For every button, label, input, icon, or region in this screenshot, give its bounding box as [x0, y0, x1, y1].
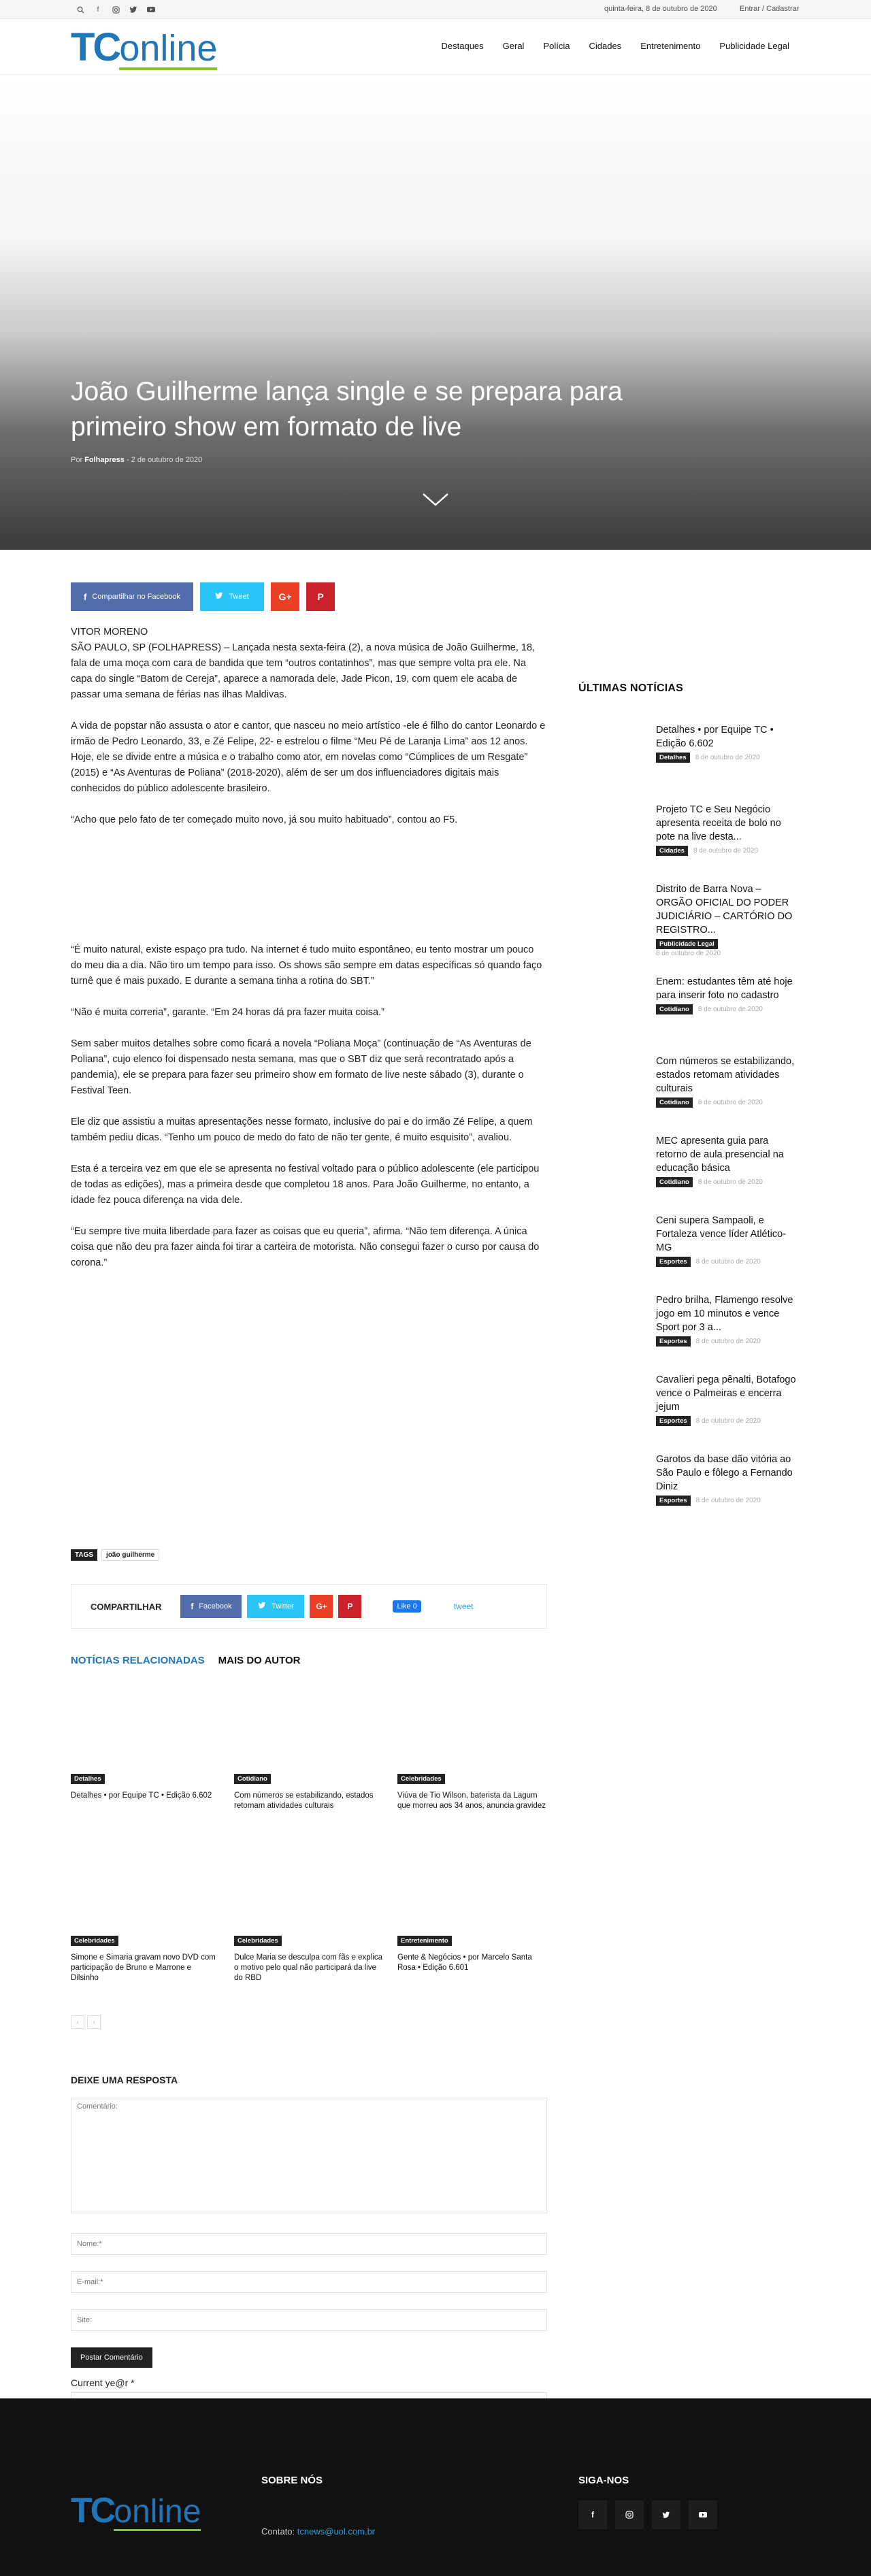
ad-space [71, 844, 547, 942]
pager-next-button[interactable]: › [87, 2015, 101, 2029]
logo-tc: TC [71, 25, 120, 69]
related-news-grid [71, 1683, 547, 2007]
pager-prev-button[interactable]: ‹ [71, 2015, 84, 2029]
sidebar-news-item[interactable] [578, 803, 803, 882]
news-title[interactable]: Cavalieri pega pênalti, Botafogo vence o Palmeiras e encerra jejum [656, 1374, 796, 1413]
category-badge[interactable]: Cotidiano [656, 1097, 693, 1108]
facebook-icon: f [191, 1602, 194, 1611]
category-badge[interactable]: Celebridades [234, 1936, 282, 1946]
share-twitter-button[interactable] [200, 582, 264, 611]
site-field[interactable] [71, 2309, 547, 2331]
related-thumbnail[interactable] [71, 1683, 220, 1785]
related-thumbnail[interactable] [397, 1683, 547, 1785]
instagram-icon[interactable] [615, 2500, 644, 2529]
comment-textarea[interactable] [71, 2098, 547, 2213]
share-label: COMPARTILHAR [91, 1601, 162, 1612]
news-date: 8 de outubro de 2020 [656, 950, 721, 957]
news-thumbnail[interactable] [578, 723, 656, 780]
related-title[interactable]: Detalhes • por Equipe TC • Edição 6.602 [71, 1791, 212, 1800]
search-icon[interactable] [75, 4, 86, 15]
related-title[interactable]: Gente & Negócios • por Marcelo Santa Rosa • Edição 6.601 [397, 1953, 532, 1972]
related-card[interactable] [71, 1845, 220, 2007]
sidebar-news-item[interactable] [578, 975, 803, 1055]
twitter-icon [215, 592, 223, 601]
share-buttons-bottom [71, 1584, 547, 1629]
share-facebook-button[interactable] [71, 582, 193, 611]
tab-related-news[interactable]: NOTÍCIAS RELACIONADAS [71, 1655, 205, 1666]
sidebar-latest-news [578, 682, 803, 1532]
news-thumbnail[interactable] [578, 803, 656, 860]
news-date: 8 de outubro de 2020 [695, 1338, 761, 1345]
twitter-icon[interactable] [652, 2500, 680, 2529]
main-nav [442, 41, 790, 51]
sidebar-news-item[interactable] [578, 1055, 803, 1134]
news-date: 8 de outubro de 2020 [697, 1099, 763, 1106]
tab-more-from-author[interactable]: MAIS DO AUTOR [218, 1655, 301, 1666]
related-card[interactable] [397, 1683, 547, 1845]
twitter-icon [258, 1602, 266, 1611]
sidebar-news-item[interactable] [578, 1293, 803, 1373]
category-badge[interactable]: Cidades [656, 846, 688, 856]
news-thumbnail[interactable] [578, 882, 656, 940]
article-paragraph: “Acho que pelo fato de ter começado muito novo, já sou muito habituado”, contou ao F5. [71, 814, 458, 825]
footer-follow-heading: SIGA-NOS [578, 2475, 629, 2486]
share-twitter-button[interactable] [247, 1595, 304, 1618]
twitter-icon[interactable] [128, 4, 139, 15]
email-field[interactable] [71, 2271, 547, 2293]
pinterest-icon[interactable]: P [338, 1595, 361, 1618]
news-title[interactable]: Pedro brilha, Flamengo resolve jogo em 10 minutos e vence Sport por 3 a... [656, 1295, 793, 1333]
tweet-link[interactable]: tweet [453, 1602, 474, 1611]
article-hero [0, 75, 871, 550]
article-paragraph: “Não é muita correria”, garante. “Em 24 horas dá pra fazer muita coisa.” [71, 1007, 384, 1018]
news-thumbnail[interactable] [578, 1055, 656, 1112]
youtube-icon[interactable] [689, 2500, 717, 2529]
category-badge[interactable]: Publicidade Legal [656, 939, 718, 949]
site-footer [0, 2398, 871, 2576]
news-date: 8 de outubro de 2020 [697, 1006, 763, 1013]
category-badge[interactable]: Celebridades [71, 1936, 118, 1946]
article-byline [71, 456, 202, 464]
nav-cidades[interactable]: Cidades [589, 41, 622, 51]
category-badge[interactable]: Celebridades [397, 1774, 445, 1784]
byline-separator: - [126, 456, 129, 464]
category-badge[interactable]: Cotidiano [234, 1774, 271, 1784]
nav-publicidade-legal[interactable]: Publicidade Legal [719, 41, 789, 51]
article-body [71, 625, 547, 1287]
news-thumbnail[interactable] [578, 975, 656, 1032]
news-title[interactable]: Distrito de Barra Nova – ORGÃO OFICIAL DO PODER JUDICIÁRIO – CARTÓRIO DO REGISTRO... [656, 884, 793, 936]
related-pager [71, 2015, 101, 2029]
login-link[interactable]: Entrar / Cadastrar [740, 5, 800, 13]
news-date: 8 de outubro de 2020 [695, 1497, 761, 1504]
sidebar-news-item[interactable] [578, 1373, 803, 1453]
site-logo[interactable] [71, 25, 218, 70]
facebook-icon: f [84, 591, 87, 602]
share-facebook-label: Facebook [199, 1602, 232, 1611]
share-buttons-top [71, 582, 335, 611]
category-badge[interactable]: Esportes [656, 1416, 691, 1426]
news-title[interactable]: MEC apresenta guia para retorno de aula presencial na educação básica [656, 1136, 784, 1174]
sidebar-news-item[interactable] [578, 1134, 803, 1214]
share-twitter-label: Twitter [272, 1602, 294, 1611]
sidebar-news-item[interactable] [578, 723, 803, 803]
footer-about-heading: SOBRE NÓS [261, 2475, 323, 2486]
news-thumbnail[interactable] [578, 1293, 656, 1351]
news-title[interactable]: Ceni supera Sampaoli, e Fortaleza vence líder Atlético-MG [656, 1215, 787, 1253]
pinterest-icon[interactable]: P [306, 582, 335, 611]
related-card[interactable] [397, 1845, 547, 2007]
facebook-icon[interactable]: f [97, 5, 99, 14]
news-title[interactable]: Detalhes • por Equipe TC • Edição 6.602 [656, 725, 774, 749]
post-comment-button[interactable]: Postar Comentário [71, 2347, 152, 2368]
news-title[interactable]: Com números se estabilizando, estados retomam atividades culturais [656, 1056, 795, 1094]
news-date: 8 de outubro de 2020 [693, 847, 759, 855]
related-title[interactable]: Com números se estabilizando, estados retomam atividades culturais [234, 1791, 374, 1810]
article-paragraph: “É muito natural, existe espaço pra tudo. Na internet é tudo muito espontâneo, eu tento mostrar um pouco do meu dia a dia. Não tiro um tempo para isso. Os shows são sempre em datas específicas só quando faço turnê que é mais puxado. E durante a semana tinha a rotina do SBT.” [71, 944, 542, 987]
related-tabs [71, 1655, 301, 1666]
contact-label: Contato: [261, 2526, 295, 2537]
share-twitter-label: Tweet [229, 593, 249, 601]
contact-email-link[interactable]: tcnews@uol.com.br [297, 2526, 376, 2537]
top-social-icons [75, 4, 157, 15]
news-thumbnail[interactable] [578, 1373, 656, 1430]
share-facebook-button[interactable] [180, 1595, 242, 1618]
nav-entretenimento[interactable]: Entretenimento [640, 41, 701, 51]
current-date: quinta-feira, 8 de outubro de 2020 [604, 5, 717, 13]
share-facebook-label: Compartilhar no Facebook [92, 593, 180, 601]
logo-online: online [119, 28, 218, 69]
news-date: 8 de outubro de 2020 [695, 1417, 761, 1425]
category-badge[interactable]: Entretenimento [397, 1936, 452, 1946]
sidebar-heading: ÚLTIMAS NOTÍCIAS [578, 682, 684, 694]
comment-heading: DEIXE UMA RESPOSTA [71, 2075, 178, 2085]
name-field[interactable] [71, 2233, 547, 2255]
news-thumbnail[interactable] [578, 1453, 656, 1510]
logo-online: online [114, 2494, 201, 2530]
related-thumbnail[interactable] [397, 1845, 547, 1947]
byline-label: Por [71, 456, 83, 464]
chevron-down-icon[interactable] [419, 490, 452, 512]
category-badge[interactable]: Detalhes [656, 753, 690, 763]
article-paragraph: Sem saber muitos detalhes sobre como ficará a novela “Poliana Moça” (continuação de “As Aventuras de Poliana”, cujo elenco foi dispensado nesta semana, mas que o SBT diz que será recontratado após a pandemia), ele se prepara para fazer seu primeiro show em formato de live neste sábado (3), durante o Festival Teen. [71, 1038, 531, 1096]
related-thumbnail[interactable] [234, 1845, 384, 1947]
footer-logo[interactable] [71, 2491, 201, 2531]
article-paragraph: SÃO PAULO, SP (FOLHAPRESS) – Lançada nesta sexta-feira (2), a nova música de João Guilherme, 18, fala de uma moça com cara de bandida que tem “outros contatinhos”, mas que sempre volta pra ele. Na capa do single “Batom de Cereja”, aparece a namorada dele, Jade Picon, 19, com quem ele acaba de passar uma semana de férias nas ilhas Maldivas. [71, 642, 536, 700]
related-title[interactable]: Viúva de Tio Wilson, baterista da Lagum que morreu aos 34 anos, anuncia gravidez [397, 1791, 546, 1810]
footer-social-icons [578, 2500, 717, 2529]
category-badge[interactable]: Cotidiano [656, 1177, 693, 1187]
related-card[interactable] [234, 1683, 384, 1845]
related-thumbnail[interactable] [71, 1845, 220, 1947]
news-date: 8 de outubro de 2020 [695, 754, 760, 761]
article-paragraph: Esta é a terceira vez em que ele se apresenta no festival voltado para o público adolescente (ele participou de todas as edições), mas a primeira desde que completou 18 anos. Para João Guilherme, no entanto, a idade fez pouca diferença na vida dele. [71, 1163, 540, 1206]
facebook-like-button[interactable]: Like 0 [393, 1600, 421, 1613]
comment-form [71, 2075, 547, 2414]
footer-contact [261, 2526, 375, 2537]
youtube-icon[interactable] [146, 4, 157, 15]
google-plus-icon[interactable]: G+ [310, 1595, 333, 1618]
top-bar [0, 0, 871, 19]
sidebar-news-item[interactable] [578, 1453, 803, 1532]
news-thumbnail[interactable] [578, 1134, 656, 1191]
article-tags [71, 1549, 159, 1561]
instagram-icon[interactable] [110, 4, 121, 15]
article-paragraph: A vida de popstar não assusta o ator e cantor, que nasceu no meio artístico -ele é filho do cantor Leonardo e irmão de Pedro Leonardo, 33, e Zé Felipe, 22- e estrelou o filme “Meu Pé de Laranja Lima” aos 12 anos. Hoje, ele se divide entre a música e o trabalho como ator, em novelas como “Cúmplices de um Resgate” (2015) e “As Aventuras de Poliana” (2018-2020), além de ser um dos influenciadores digitais mais conhecidos do público adolescente brasileiro. [71, 721, 546, 794]
article-title: João Guilherme lança single e se prepara para primeiro show em formato de live [71, 377, 623, 442]
category-badge[interactable]: Esportes [656, 1257, 691, 1267]
sidebar-news-item[interactable] [578, 882, 803, 975]
tag-link[interactable]: joão guilherme [101, 1549, 159, 1561]
category-badge[interactable]: Detalhes [71, 1774, 105, 1784]
category-badge[interactable]: Cotidiano [656, 1004, 693, 1014]
news-date: 8 de outubro de 2020 [697, 1178, 763, 1186]
nav-destaques[interactable]: Destaques [441, 41, 484, 51]
nav-policia[interactable]: Polícia [543, 41, 570, 51]
tags-label: TAGS [71, 1549, 97, 1561]
related-thumbnail[interactable] [234, 1683, 384, 1785]
news-date: 8 de outubro de 2020 [695, 1258, 761, 1266]
related-title[interactable]: Simone e Simaria gravam novo DVD com participação de Bruno e Marrone e Dilsinho [71, 1953, 216, 1982]
related-card[interactable] [234, 1845, 384, 2007]
related-card[interactable] [71, 1683, 220, 1845]
sidebar-news-item[interactable] [578, 1214, 803, 1293]
news-title[interactable]: Projeto TC e Seu Negócio apresenta receita de bolo no pote na live desta... [656, 804, 781, 842]
news-title[interactable]: Enem: estudantes têm até hoje para inserir foto no cadastro [656, 976, 793, 1001]
news-title[interactable]: Garotos da base dão vitória ao São Paulo e fôlego a Fernando Diniz [656, 1454, 793, 1492]
byline-author[interactable]: Folhapress [84, 456, 125, 464]
google-plus-icon[interactable]: G+ [271, 582, 299, 611]
related-title[interactable]: Dulce Maria se desculpa com fãs e explica o motivo pelo qual não participará da live do RBD [234, 1953, 382, 1982]
logo-tc: TC [71, 2491, 114, 2530]
article-paragraph: “Eu sempre tive muita liberdade para fazer as coisas que eu queria”, afirma. “Não tem diferença. A única coisa que não deu pra fazer ainda foi tirar a carteira de motorista. Não consegui fazer o curso por causa do corona.” [71, 1226, 540, 1268]
year-check-label: Current ye@r * [71, 2377, 135, 2388]
nav-geral[interactable]: Geral [502, 41, 525, 51]
facebook-icon[interactable]: f [578, 2500, 607, 2529]
byline-date: 2 de outubro de 2020 [131, 456, 203, 464]
article-author: VITOR MORENO [71, 627, 148, 638]
category-badge[interactable]: Esportes [656, 1336, 691, 1347]
news-thumbnail[interactable] [578, 1214, 656, 1271]
category-badge[interactable]: Esportes [656, 1496, 691, 1506]
site-header [0, 19, 871, 75]
article-paragraph: Ele diz que assistiu a muitas apresentações nesse formato, inclusive do pai e do irmão Zé Felipe, a quem também pediu dicas. “Tenho um pouco de medo do fato de não ter gente, é muito esquisito”, avaliou. [71, 1117, 533, 1143]
